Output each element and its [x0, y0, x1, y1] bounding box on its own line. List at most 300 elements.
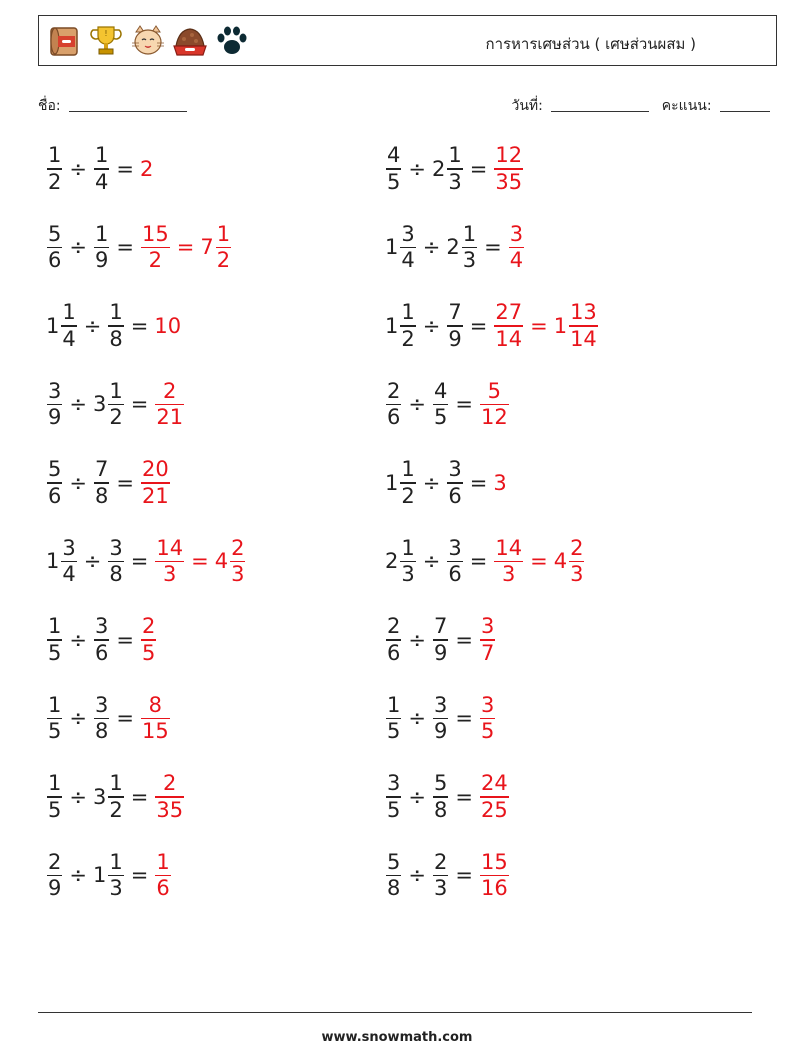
divisor-numerator: 1: [462, 221, 477, 246]
answer: [508, 221, 525, 272]
equals-sign: =: [116, 706, 134, 731]
equals-sign: =: [455, 784, 473, 809]
answer-value-denominator: 16: [480, 876, 508, 900]
answer-value-denominator: 15: [141, 719, 169, 743]
divide-sign: ÷: [83, 313, 102, 338]
divide-sign: ÷: [408, 863, 426, 888]
divisor-numerator: 4: [433, 378, 448, 403]
answer-value-denominator: 35: [156, 797, 184, 822]
answer-value-fraction: [569, 302, 598, 350]
dividend-denominator: 4: [62, 562, 76, 586]
answer: [479, 616, 496, 664]
dividend-numerator: 5: [48, 221, 62, 246]
answer-value-numerator: 1: [156, 849, 170, 874]
divisor-numerator: 1: [94, 143, 109, 167]
divisor-whole: 3: [92, 784, 107, 809]
dividend-numerator: 5: [48, 457, 62, 481]
divisor: [93, 459, 110, 507]
dividend-fraction: [400, 535, 415, 586]
divisor-numerator: 3: [94, 614, 109, 638]
dividend-denominator: 4: [401, 248, 415, 272]
dividend-denominator: 6: [48, 248, 62, 272]
problem-item: [46, 616, 157, 664]
answer-value: [140, 616, 157, 664]
dividend-denominator: 6: [387, 640, 401, 665]
answer-value-fraction: [480, 849, 509, 900]
problem-item: [385, 302, 599, 350]
dividend: [385, 459, 417, 507]
divisor-fraction: [447, 459, 462, 507]
answer-value-fraction: [494, 302, 523, 350]
divisor-fraction: [108, 535, 123, 586]
date-score-fields: [511, 95, 770, 117]
divisor-denominator: 6: [448, 562, 462, 586]
dividend: [385, 692, 402, 743]
dividend-denominator: 9: [48, 405, 62, 429]
divisor-fraction: [447, 535, 462, 586]
divisor-fraction: [94, 459, 109, 507]
dividend-denominator: 6: [48, 483, 62, 508]
score-label: คะแนน:: [661, 98, 712, 114]
divisor: [107, 535, 124, 586]
answer-value-denominator: 7: [480, 640, 495, 665]
answer-value-numerator: 2: [163, 378, 177, 403]
dividend-fraction: [386, 692, 401, 743]
divisor-fraction: [433, 616, 448, 664]
answer-equals-sign: =: [176, 235, 195, 260]
divisor: [432, 692, 449, 743]
dividend: [46, 692, 63, 743]
divide-sign: ÷: [69, 392, 87, 417]
divide-sign: ÷: [69, 784, 87, 809]
problem-item: [385, 849, 510, 900]
dividend-whole: 1: [46, 313, 60, 338]
answer-value-numerator: 2: [231, 535, 245, 560]
date-blank[interactable]: [551, 97, 649, 112]
divisor-numerator: 1: [109, 771, 123, 795]
header-box: [38, 15, 777, 66]
name-blank[interactable]: [69, 97, 187, 112]
divide-sign: ÷: [422, 470, 441, 495]
divisor-whole: 2: [431, 156, 446, 181]
divisor-denominator: 3: [448, 169, 462, 194]
answer-value-fraction: [509, 221, 524, 272]
answer-value: [493, 145, 524, 193]
answer-value: [479, 773, 510, 821]
dividend-fraction: [47, 773, 62, 821]
divisor-fraction: [433, 849, 448, 900]
answer-value: [140, 692, 171, 743]
answer-value-fraction: [480, 692, 495, 743]
answer-value-denominator: 21: [141, 483, 169, 508]
divisor-fraction: [447, 145, 462, 193]
divide-sign: ÷: [69, 706, 87, 731]
dividend: [46, 378, 63, 429]
dividend-numerator: 3: [48, 378, 62, 403]
problem-item: [385, 145, 524, 193]
dividend-denominator: 2: [401, 326, 415, 351]
dividend: [46, 535, 78, 586]
cat-face-icon: [129, 22, 167, 60]
answer-value-denominator: 35: [495, 169, 523, 194]
equals-sign: =: [130, 313, 149, 338]
answer-value-fraction: [141, 221, 170, 272]
divisor: [92, 378, 125, 429]
dividend: [46, 616, 63, 664]
answer: [493, 535, 585, 586]
divisor-denominator: 3: [433, 876, 448, 900]
divisor-denominator: 2: [109, 797, 123, 822]
answer-value-fraction: [480, 616, 495, 664]
dividend-numerator: 1: [401, 300, 415, 324]
answer-value-denominator: 21: [156, 405, 184, 429]
divide-sign: ÷: [408, 627, 426, 652]
dividend-whole: 2: [385, 549, 399, 574]
answer-value-fraction: [230, 535, 245, 586]
answer-value-whole: 4: [553, 549, 568, 574]
answer-value-whole: 4: [214, 549, 229, 574]
dividend-numerator: 1: [48, 143, 62, 167]
paw-print-icon: [213, 22, 251, 60]
equals-sign: =: [116, 470, 134, 495]
problem-item: [46, 773, 185, 821]
problem-item: [385, 535, 585, 586]
dividend-fraction: [386, 849, 401, 900]
dividend-numerator: 1: [387, 692, 401, 717]
dividend: [385, 616, 402, 664]
answer-value-whole: 1: [553, 313, 568, 338]
answer-value: [479, 849, 510, 900]
answer-value: [479, 616, 496, 664]
divisor: [432, 616, 449, 664]
divisor-denominator: 3: [109, 876, 123, 900]
dividend-whole: 1: [46, 549, 60, 574]
dividend-numerator: 2: [387, 614, 401, 638]
answer-value-fraction: [155, 378, 184, 429]
divisor-denominator: 6: [94, 640, 109, 665]
answer: [140, 221, 232, 272]
dividend: [46, 221, 63, 272]
dividend-fraction: [47, 459, 62, 507]
problem-item: [385, 616, 496, 664]
answer: [154, 535, 246, 586]
divisor-denominator: 8: [433, 797, 448, 822]
answer-value-numerator: 12: [495, 143, 523, 167]
divisor-denominator: 8: [94, 719, 109, 743]
dividend-denominator: 5: [48, 719, 62, 743]
divisor-fraction: [433, 378, 448, 429]
answer-value-fraction: [480, 773, 509, 821]
divide-sign: ÷: [69, 156, 87, 181]
problem-item: [46, 378, 185, 429]
answer-value: [154, 773, 185, 821]
answer-value-fraction: [155, 849, 170, 900]
answer-value-whole: 10: [154, 313, 182, 338]
divisor-numerator: 2: [433, 849, 448, 874]
divisor: [93, 692, 110, 743]
divide-sign: ÷: [408, 784, 426, 809]
dividend-denominator: 5: [48, 640, 62, 665]
answer: [154, 314, 182, 338]
dividend-denominator: 5: [387, 719, 401, 743]
answer-value-denominator: 2: [148, 248, 163, 272]
name-field: [38, 95, 187, 117]
problem-item: [385, 773, 510, 821]
answer-value-numerator: 3: [480, 692, 495, 717]
answer-value-numerator: 3: [480, 614, 495, 638]
dividend: [385, 221, 417, 272]
divisor-denominator: 9: [448, 326, 462, 351]
answer-value: [493, 302, 524, 350]
answer-value: [154, 535, 185, 586]
svg-text:!: !: [104, 29, 108, 38]
answer-value-numerator: 24: [480, 771, 508, 795]
dividend-numerator: 1: [48, 614, 62, 638]
answer-value-numerator: 13: [570, 300, 597, 324]
divisor-numerator: 3: [448, 457, 462, 481]
answer-value-fraction: [141, 616, 156, 664]
divisor: [446, 535, 463, 586]
dividend-denominator: 3: [401, 562, 415, 586]
divisor: [432, 849, 449, 900]
divisor-fraction: [433, 692, 448, 743]
divisor-numerator: 1: [448, 143, 462, 167]
problem-item: [46, 459, 171, 507]
dividend-fraction: [47, 378, 62, 429]
answer-value-whole: 2: [139, 156, 154, 181]
equals-sign: =: [455, 392, 473, 417]
answer: [493, 145, 524, 193]
problem-item: [46, 849, 172, 900]
dividend: [46, 459, 63, 507]
divide-sign: ÷: [408, 156, 426, 181]
answer-value-fraction: [155, 535, 184, 586]
answer-value: [553, 535, 586, 586]
problem-item: [46, 535, 246, 586]
answer-value-denominator: 5: [141, 640, 156, 665]
answer-value: [154, 378, 185, 429]
problem-item: [385, 692, 496, 743]
answer-value-fraction: [141, 692, 170, 743]
problem-item: [385, 459, 508, 507]
answer-value-numerator: 2: [570, 535, 584, 560]
divisor-denominator: 6: [448, 483, 462, 508]
divisor-numerator: 3: [109, 535, 123, 560]
answer-value-whole: 3: [493, 470, 507, 495]
equals-sign: =: [455, 863, 473, 888]
divisor-whole: 2: [446, 235, 460, 260]
dividend-fraction: [400, 221, 415, 272]
dividend-numerator: 3: [62, 535, 76, 560]
answer-value-denominator: 3: [570, 562, 584, 586]
divisor-fraction: [433, 773, 448, 821]
dividend-denominator: 8: [387, 876, 401, 900]
answer: [493, 302, 598, 350]
divisor-numerator: 1: [109, 378, 123, 403]
dividend-numerator: 4: [387, 143, 401, 167]
divisor-denominator: 8: [109, 562, 123, 586]
answer-value-denominator: 25: [480, 797, 508, 822]
dividend-fraction: [400, 302, 415, 350]
equals-sign: =: [455, 706, 473, 731]
divisor-denominator: 5: [433, 405, 448, 429]
answer-value-fraction: [216, 221, 231, 272]
dividend-denominator: 5: [387, 797, 401, 822]
divisor: [432, 145, 464, 193]
answer-value: [508, 221, 525, 272]
answer-value-numerator: 3: [509, 221, 524, 246]
score-blank[interactable]: [720, 97, 770, 112]
answer-value-fraction: [569, 535, 584, 586]
dividend-fraction: [61, 302, 76, 350]
trophy-icon: [87, 22, 125, 60]
divisor-numerator: 1: [109, 300, 123, 324]
answer: [493, 471, 507, 495]
problem-item: [46, 145, 154, 193]
answer-value-denominator: 6: [156, 876, 170, 900]
divide-sign: ÷: [69, 470, 87, 495]
divide-sign: ÷: [408, 706, 426, 731]
answer-value-fraction: [155, 773, 184, 821]
worksheet-title: การหารเศษส่วน ( เศษส่วนผสม ): [485, 35, 696, 53]
dividend-fraction: [47, 849, 62, 900]
answer-value-numerator: 5: [487, 378, 502, 403]
date-label: วันที่:: [511, 98, 543, 114]
answer-value-numerator: 8: [148, 692, 163, 717]
answer-value: [140, 221, 171, 272]
divide-sign: ÷: [69, 235, 87, 260]
dividend-numerator: 1: [401, 535, 415, 560]
dividend: [46, 302, 78, 350]
answer-value-denominator: 5: [480, 719, 495, 743]
divisor: [93, 773, 125, 821]
divisor-denominator: 9: [433, 640, 448, 665]
divisor-fraction: [108, 849, 123, 900]
divisor: [432, 773, 449, 821]
answer: [479, 692, 496, 743]
dividend: [385, 378, 402, 429]
answer-value-numerator: 15: [141, 221, 169, 246]
answer-value-denominator: 12: [480, 405, 508, 429]
divisor-fraction: [108, 302, 123, 350]
dividend: [46, 145, 63, 193]
answer-value-denominator: 4: [509, 248, 524, 272]
divisor-denominator: 9: [433, 719, 448, 743]
dividend-fraction: [386, 145, 401, 193]
equals-sign: =: [130, 863, 149, 888]
dividend-numerator: 3: [387, 771, 401, 795]
answer-value: [479, 378, 510, 429]
divide-sign: ÷: [422, 549, 441, 574]
divisor-numerator: 5: [433, 771, 448, 795]
dividend-denominator: 4: [62, 326, 76, 351]
footer-site: www.snowmath.com: [321, 1030, 473, 1045]
equals-sign: =: [130, 549, 149, 574]
answer-value-numerator: 20: [141, 457, 169, 481]
dividend-fraction: [386, 616, 401, 664]
answer-value-denominator: 3: [502, 562, 516, 586]
answer-equals-sign: =: [530, 313, 548, 338]
answer-value-numerator: 2: [163, 771, 177, 795]
dividend-denominator: 5: [387, 169, 401, 194]
equals-sign: =: [116, 627, 134, 652]
dividend: [385, 849, 402, 900]
answer-value: [493, 535, 524, 586]
dividend-fraction: [386, 773, 401, 821]
divisor-whole: 3: [92, 392, 107, 417]
dividend-numerator: 2: [387, 378, 401, 403]
divisor-denominator: 4: [94, 169, 109, 194]
dog-food-bowl-icon: [171, 22, 209, 60]
answer-value-fraction: [494, 145, 523, 193]
divisor-denominator: 9: [94, 248, 109, 272]
divisor-numerator: 7: [433, 614, 448, 638]
answer: [154, 849, 171, 900]
dividend: [385, 145, 402, 193]
equals-sign: =: [469, 156, 488, 181]
dividend-numerator: 1: [62, 300, 76, 324]
answer-value: [554, 302, 599, 350]
dividend-numerator: 5: [387, 849, 401, 874]
dividend-fraction: [386, 378, 401, 429]
dividend-numerator: 1: [48, 692, 62, 717]
divisor-denominator: 8: [94, 483, 109, 508]
dividend: [385, 535, 417, 586]
dividend-fraction: [47, 616, 62, 664]
answer: [140, 157, 154, 181]
divisor: [432, 378, 449, 429]
problem-item: [46, 692, 171, 743]
dividend-fraction: [47, 145, 62, 193]
answer-value: [154, 314, 182, 338]
dividend-denominator: 5: [48, 797, 62, 822]
dividend-fraction: [61, 535, 76, 586]
dividend-denominator: 6: [387, 405, 401, 429]
equals-sign: =: [130, 784, 149, 809]
divisor: [446, 302, 463, 350]
answer-value: [140, 157, 154, 181]
divisor-whole: 1: [92, 863, 107, 888]
answer-value-numerator: 1: [216, 221, 231, 246]
divisor: [446, 221, 478, 272]
problem-item: [385, 221, 525, 272]
dividend: [385, 302, 417, 350]
answer-value-fraction: [141, 459, 170, 507]
dividend-numerator: 1: [48, 771, 62, 795]
answer-equals-sign: =: [530, 549, 548, 574]
dividend-denominator: 2: [401, 483, 415, 508]
problem-item: [385, 378, 510, 429]
divisor: [93, 145, 110, 193]
dividend-whole: 1: [385, 235, 399, 260]
answer-value-whole: 7: [200, 235, 214, 260]
answer-value-fraction: [480, 378, 509, 429]
divide-sign: ÷: [83, 549, 102, 574]
footer-divider: [38, 1012, 752, 1013]
answer-value: [479, 692, 496, 743]
dividend-numerator: 1: [401, 457, 415, 481]
divisor: [93, 221, 110, 272]
dividend-whole: 1: [385, 313, 399, 338]
answer-value-numerator: 14: [156, 535, 184, 560]
divide-sign: ÷: [69, 627, 87, 652]
divisor-numerator: 3: [94, 692, 109, 717]
dividend-fraction: [400, 459, 415, 507]
dividend: [46, 849, 63, 900]
divisor-numerator: 3: [433, 692, 448, 717]
answer-value: [200, 221, 232, 272]
dividend-fraction: [47, 692, 62, 743]
